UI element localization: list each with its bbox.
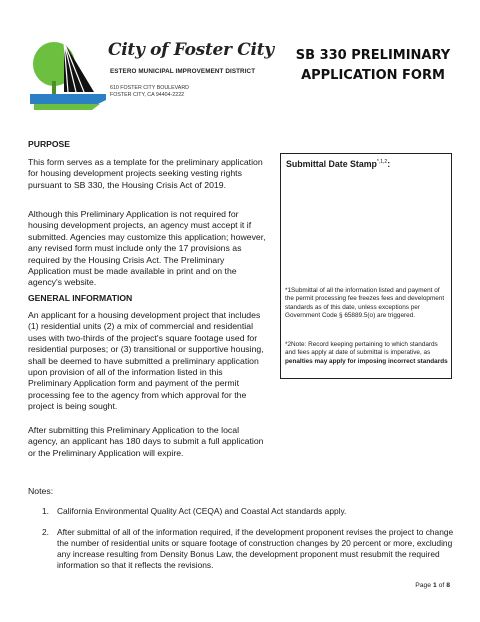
of-word: of <box>438 582 445 589</box>
stamp-title <box>286 159 390 169</box>
form-title-line-1: SB 330 PRELIMINARY <box>295 48 451 63</box>
page-number <box>415 582 450 589</box>
page-total: 8 <box>446 582 450 589</box>
stamp-note-2-bold: penalties may apply for imposing incorrect standards <box>285 357 448 365</box>
district-name: ESTERO MUNICIPAL IMPROVEMENT DISTRICT <box>110 68 256 75</box>
note-text: After submittal of all of the information required, if the development proponent revises the project to change the number of residential units or square footage of construction changes by 20 percent or more, excluding any increase resulting from Density Bonus Law, the development proponent must resubmit the required information so that it reflects the revisions. <box>57 527 454 570</box>
general-paragraph-2: After submitting this Preliminary Application to the local agency, an applicant has 180 days to submit a full application or the Preliminary Application will expire. <box>28 425 264 458</box>
city-name: City of Foster City <box>108 40 274 60</box>
submittal-date-stamp-box[interactable] <box>280 153 452 379</box>
purpose-paragraph-1: This form serves as a template for the preliminary application for housing development projects seeking vesting rights pursuant to SB 330, the Housing Crisis Act of 2019. <box>28 157 263 190</box>
page-current: 1 <box>432 582 437 589</box>
purpose-heading: PURPOSE <box>28 139 71 149</box>
address-line-2: FOSTER CITY, CA 94404-2222 <box>110 92 185 98</box>
stamp-title-colon: : <box>387 159 391 169</box>
stamp-title-text: Submittal Date Stamp <box>286 159 377 169</box>
purpose-paragraph-2: Although this Preliminary Application is not required for housing development projects, an agency must accept it if submitted. Agencies may customize this application; however, any revised form must include only the 17 provisions as required by the Housing Crisis Act. The Preliminary Application must be made available in print and on the agency's website. <box>28 209 266 288</box>
notes-label: Notes: <box>28 486 54 496</box>
form-title-line-2: APPLICATION FORM <box>301 68 445 83</box>
note-number: 1. <box>42 506 49 516</box>
general-heading: GENERAL INFORMATION <box>28 293 133 303</box>
stamp-note-1: *1Submittal of all the information listed and payment of the permit processing fee freezes fees and development standards as of this date, unless exceptions per Government Code § 65889.5(o) are triggered. <box>285 287 445 319</box>
stamp-title-footnote: *,1,2 <box>376 159 388 166</box>
sailboat-tree-logo-icon <box>28 36 108 112</box>
stamp-note-2 <box>285 341 449 366</box>
page-word: Page <box>415 582 432 589</box>
note-text: California Environmental Quality Act (CEQA) and Coastal Act standards apply. <box>57 506 347 516</box>
stamp-note-2-text: *2Note: Record keeping pertaining to which standards and fees apply at date of submittal is imperative, as <box>285 341 438 357</box>
note-number: 2. <box>42 527 49 537</box>
form-title <box>288 46 458 86</box>
address-line-1: 610 FOSTER CITY BOULEVARD <box>110 85 189 91</box>
general-paragraph-1: An applicant for a housing development project that includes (1) residential units (2) a mix of commercial and residential uses with two-thirds of the project's square footage used for residential purposes; or (3) transitional or supportive housing, shall be deemed to have submitted a preliminary application upon provision of all of the information listed in this Preliminary Application form and payment of the permit processing fee to the agency from which approval for the project is being sought. <box>28 310 264 412</box>
